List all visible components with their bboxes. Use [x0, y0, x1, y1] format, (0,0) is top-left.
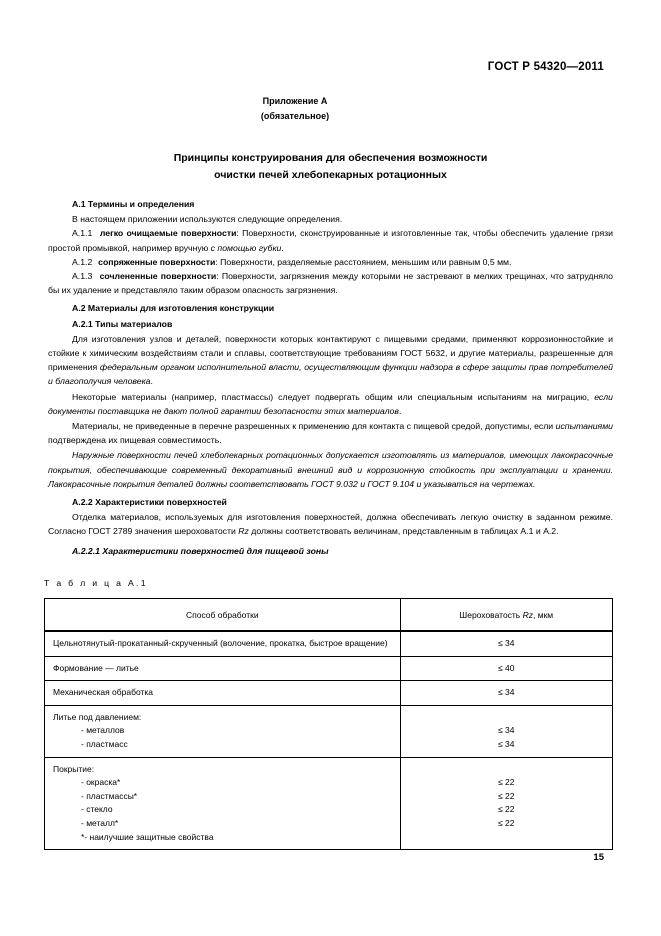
value-line: ≤ 22 — [498, 804, 515, 815]
term-a1-2: сопряженные поверхности — [98, 256, 216, 267]
paragraph-a2-1-3-part2: подтверждена их пищевая совместимость. — [48, 435, 222, 446]
term-number-a1-2: A.1.2 — [72, 256, 93, 267]
paragraph-a2-1-4: Наружные поверхности печей хлебопекарных ротационных допускается изготовлять из материалов, имеющих лакокрасочные покрытия, обеспечивающие современный декоративный внешний вид и коррозионную стойкость при эксплуатации и хранении. Лакокрасочные покрытия деталей должны соответствовать ГОСТ 9.032 и ГОСТ 9.104 и указываться на чертежах. — [48, 450, 613, 489]
cell-method: Механическая обработка — [45, 681, 401, 706]
heading-a2-2-1: A.2.2.1 Характеристики поверхностей для пищевой зоны — [72, 545, 329, 556]
term-a1-3: сочлененные поверхности — [99, 271, 217, 282]
paragraph-a2-1-3 — [48, 419, 613, 447]
paragraph-a1-1 — [48, 226, 613, 254]
paragraph-a2-1-1-italic: федеральным органом исполнительной власти, осуществляющим функции надзора в сфере защиты прав потребителей и благополучия человека — [48, 362, 614, 387]
paragraph-a2-1-1-part1: Для изготовления узлов и деталей, поверхности которых контактируют с пищевыми средами, применяют коррозионностойкие и стойкие к химическим воздействиям стали и сплавы, соответствующие требованиям ГОСТ 5632, и другие материалы, разрешенные для применения — [48, 333, 613, 373]
column-header-method: Способ обработки — [45, 599, 401, 632]
paragraph-a2-1-2-part1: Некоторые материалы (например, пластмассы) следует подвергать общим или специальным испытаниям на миграцию, — [72, 391, 595, 402]
annex-caption — [0, 94, 590, 123]
paragraph-a1-3 — [48, 269, 613, 297]
sublist-item: - окраска* — [81, 777, 121, 788]
value-line: ≤ 34 — [498, 725, 515, 736]
heading-a2-1: A.2.1 Типы материалов — [72, 318, 173, 329]
paragraph-a2-2-1-part1: Отделка материалов, используемых для изготовления поверхностей, должна обеспечивать легкую очистку в заданном режиме. Согласно ГОСТ 2789 значения шероховатости — [48, 512, 613, 537]
definition-a1-3: : Поверхности, загрязнения между которыми не застревают в мелких трещинах, что затрудняло бы их удаление и представляло таким образом опасность загрязнения. — [48, 271, 614, 296]
paragraph-a2-1-2 — [48, 390, 613, 418]
cell-method-sublist — [53, 724, 393, 751]
term-number-a1-3: A.1.3 — [72, 271, 93, 282]
value-line: ≤ 22 — [498, 817, 515, 828]
table-row — [45, 757, 613, 850]
value-line: ≤ 22 — [498, 790, 515, 801]
sublist-item: - металлов — [81, 725, 125, 736]
column-header-roughness-part2: , мкм — [533, 609, 554, 620]
heading-a1: A.1 Термины и определения — [72, 199, 195, 209]
annex-title-line2: очистки печей хлебопекарных ротационных — [214, 169, 447, 181]
table-a1 — [44, 598, 613, 850]
table-caption: Т а б л и ц а А.1 — [44, 578, 148, 588]
cell-value — [400, 757, 612, 850]
cell-method: Цельнотянутый-прокатанный-скрученный (волочение, прокатка, быстрое вращение) — [45, 631, 401, 656]
cell-method-title: Покрытие: — [53, 763, 95, 774]
sublist-item: - пластмассы* — [81, 790, 138, 801]
roughness-symbol: Rz — [238, 526, 249, 537]
table-body — [45, 631, 613, 850]
table-a1-wrapper — [44, 598, 613, 850]
paragraph-a1-2 — [48, 255, 613, 269]
table-row — [45, 656, 613, 681]
definition-a1-1-part1: : Поверхности, сконструированные и изготовленные так, чтобы обеспечить удаление грязи простой промывкой, например вручную — [48, 228, 614, 253]
cell-method — [45, 757, 401, 850]
table-row — [45, 681, 613, 706]
document-body — [48, 197, 613, 558]
paragraph-a2-2-1-part2: должны соответствовать величинам, представленным в таблицах А.1 и А.2. — [248, 526, 559, 537]
page-number: 15 — [593, 852, 604, 863]
value-line: ≤ 34 — [498, 687, 515, 698]
table-header-row — [45, 599, 613, 632]
heading-a2-2: A.2.2 Характеристики поверхностей — [72, 497, 227, 508]
annex-caption-line1: Приложение А — [262, 96, 328, 106]
cell-value — [400, 705, 612, 757]
table-row — [45, 631, 613, 656]
standard-number-header: ГОСТ Р 54320—2011 — [487, 61, 604, 73]
column-header-roughness-part1: Шероховатость — [459, 609, 523, 620]
paragraph-a2-2-1 — [48, 510, 613, 538]
definition-a1-1-part2: . — [281, 242, 284, 253]
column-header-roughness-symbol: Rz — [522, 609, 533, 620]
sublist-item-footnote: *- наилучшие защитные свойства — [81, 831, 214, 842]
paragraph-a2-1-3-part1: Материалы, не приведенные в перечне разрешенных к применению для контакта с пищевой средой, допустимы, если — [72, 421, 556, 432]
paragraph-a2-1-2-part2: . — [398, 405, 402, 416]
heading-a2: A.2 Материалы для изготовления конструкции — [72, 303, 275, 314]
cell-method-sublist — [53, 776, 393, 844]
annex-title-line1: Принципы конструирования для обеспечения возможности — [173, 152, 488, 164]
paragraph-a1-intro: В настоящем приложении используются следующие определения. — [72, 214, 343, 225]
cell-method: Формование — литье — [45, 656, 401, 681]
column-header-roughness — [400, 599, 612, 632]
term-number-a1-1: A.1.1 — [72, 228, 93, 239]
cell-value — [400, 681, 612, 706]
cell-method — [45, 705, 401, 757]
value-line: ≤ 40 — [498, 662, 515, 673]
term-a1-1: легко очищаемые поверхности — [99, 228, 237, 239]
cell-value — [400, 631, 612, 656]
definition-a1-2: : Поверхности, разделяемые расстоянием, меньшим или равным 0,5 мм. — [215, 256, 512, 267]
value-line: ≤ 34 — [498, 638, 515, 648]
definition-a1-1-italic: с помощью губки — [210, 242, 282, 253]
paragraph-a2-1-1 — [48, 332, 613, 389]
sublist-item: - стекло — [81, 804, 113, 815]
annex-title — [48, 150, 613, 184]
cell-value — [400, 656, 612, 681]
sublist-item: - металл* — [81, 817, 119, 828]
paragraph-a2-1-1-part2: . — [150, 376, 153, 387]
value-line: ≤ 22 — [498, 777, 515, 788]
cell-method-title: Литье под давлением: — [53, 711, 142, 722]
value-line: ≤ 34 — [498, 738, 515, 749]
paragraph-a2-1-2-italic: если документы поставщика не дают полной гарантии безопасности этих материалов — [48, 391, 613, 416]
table-row — [45, 705, 613, 757]
annex-caption-line2: (обязательное) — [260, 110, 330, 121]
paragraph-a2-1-3-italic: испытаниями — [555, 421, 613, 432]
sublist-item: - пластмасс — [81, 738, 128, 749]
